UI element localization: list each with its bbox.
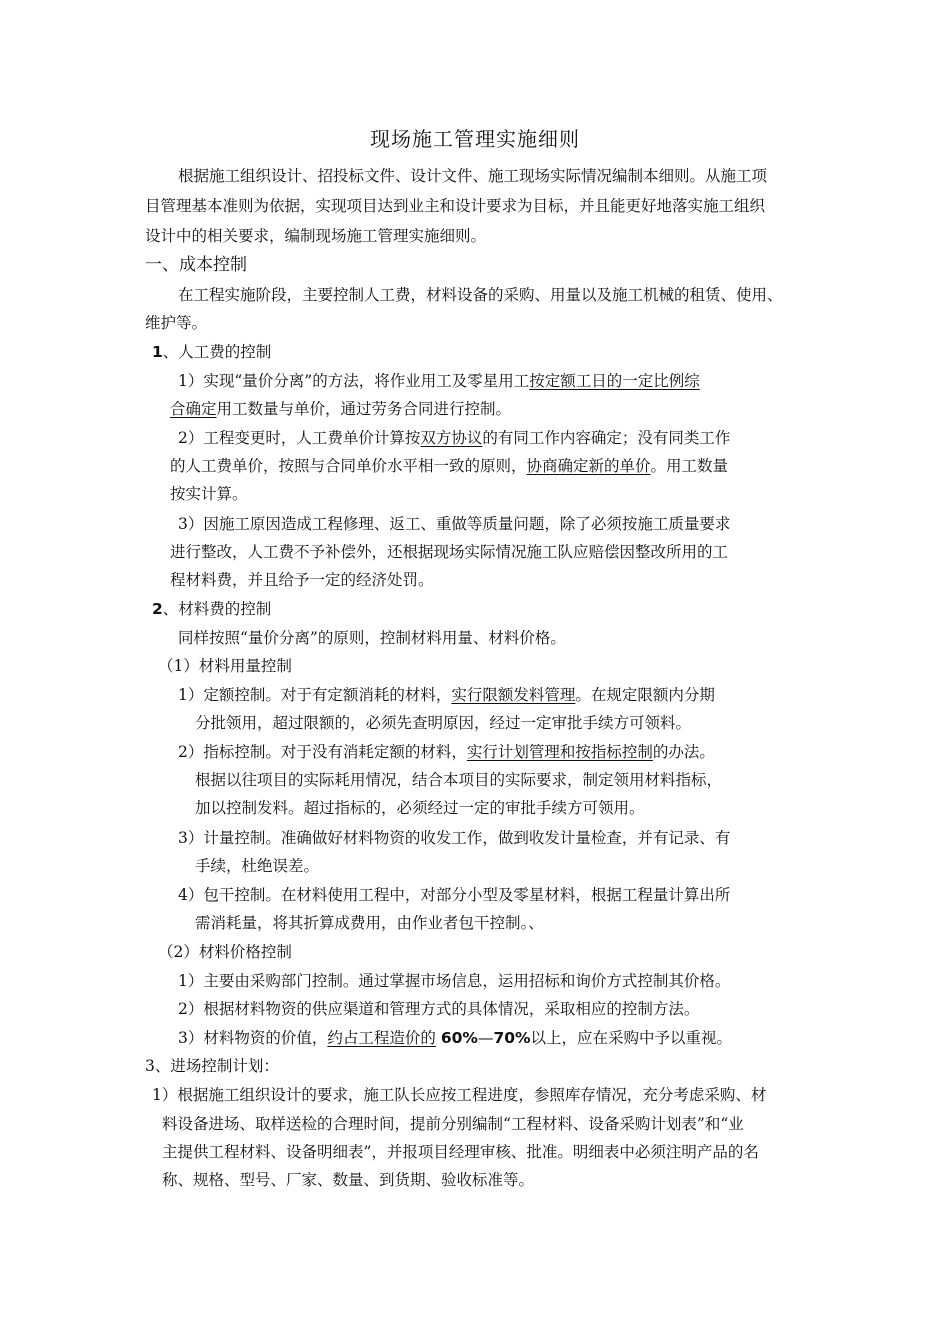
paragraph-line: 1）根据施工组织设计的要求，施工队长应按工程进度，参照库存情况，充分考虑采购、材 [152,1086,767,1104]
subsection-title: 、人工费的控制 [162,343,272,361]
paragraph-line: 3）因施工原因造成工程修理、返工、重做等质量问题，除了必须按施工质量要求 [178,515,731,533]
list-item-line: 手续，杜绝误差。 [195,857,320,875]
underlined-text: 实行限额发料管理 [451,686,576,704]
underlined-text: 实行计划管理和按指标控制 [466,743,653,761]
underlined-text: 合确定 [170,400,217,418]
paragraph-line: 称、规格、型号、厂家、数量、到货期、验收标准等。 [162,1171,535,1189]
list-item-line: 1）主要由采购部门控制。通过掌握市场信息，运用招标和询价方式控制其价格。 [178,972,731,990]
text-run: 的有同工作内容确定；没有同类工作 [482,429,731,447]
list-item-line [178,681,715,709]
text-run: 2）工程变更时，人工费单价计算按 [178,429,421,447]
underlined-text: 协商确定新的单价 [526,457,651,475]
bold-number: 60% [440,1029,478,1047]
text-run: 1）实现“量价分离”的方法，将作业用工及零星用工 [178,372,530,390]
group-heading: （2）材料价格控制 [158,943,292,961]
paragraph-line: 在工程实施阶段，主要控制人工费，材料设备的采购、用量以及施工机械的租赁、使用、 [178,286,783,304]
subsection-heading: 3、进场控制计划： [145,1057,279,1075]
text-run: 以上，应在采购中予以重视。 [530,1029,733,1047]
text-run: 2）指标控制。对于没有消耗定额的材料， [178,743,467,761]
list-item-line: 2）根据材料物资的供应渠道和管理方式的具体情况，采取相应的控制方法。 [178,1000,700,1018]
text-run: 。在规定限额内分期 [575,686,715,704]
underlined-text: 按定额工日的一定比例综 [529,372,700,390]
paragraph-line: 维护等。 [145,314,208,332]
subsection-title: 、材料费的控制 [162,600,272,618]
text-run: 的人工费单价，按照与合同单价水平相一致的原则， [170,457,527,475]
paragraph-line: 主提供工程材料、设备明细表”，并报项目经理审核、批准。明细表中必须注明产品的名 [162,1143,759,1161]
list-item-line: 根据以往项目的实际耗用情况，结合本项目的实际要求，制定领用材料指标， [195,771,723,789]
paragraph-line: 进行整改，人工费不予补偿外，还根据现场实际情况施工队应赔偿因整改所用的工 [170,543,729,561]
text-run: 1）定额控制。对于有定额消耗的材料， [178,686,452,704]
paragraph-line [178,367,700,395]
page-title: 现场施工管理实施细则 [370,127,580,151]
paragraph-line [170,452,728,480]
list-item-line [178,1024,732,1052]
subsection-heading [152,338,271,366]
list-item-line: 3）计量控制。准确做好材料物资的收发工作，做到收发计量检查，并有记录、有 [178,829,731,847]
intro-line: 设计中的相关要求，编制现场施工管理实施细则。 [145,227,487,245]
paragraph-line [170,395,511,423]
list-item-line: 分批领用，超过限额的，必须先查明原因，经过一定审批手续方可领料。 [195,714,692,732]
paragraph-line: 同样按照“量价分离”的原则，控制材料用量、材料价格。 [178,629,566,647]
subsection-number: 1 [152,343,163,361]
group-heading: （1）材料用量控制 [158,657,292,675]
bold-number: 70% [493,1029,531,1047]
section-heading: 一、成本控制 [145,255,247,275]
text-run: 的办法。 [652,743,715,761]
list-item-line: 需消耗量，将其折算成费用，由作业者包干控制。、 [195,914,544,932]
text-run: — [477,1029,494,1047]
text-run: 用工数量与单价，通过劳务合同进行控制。 [216,400,512,418]
list-item-line: 4）包干控制。在材料使用工程中，对部分小型及零星材料，根据工程量计算出所 [178,886,731,904]
subsection-heading [152,595,271,623]
paragraph-line [178,424,730,452]
intro-line: 根据施工组织设计、招投标文件、设计文件、施工现场实际情况编制本细则。从施工项 [178,167,768,185]
underlined-text: 双方协议 [420,429,483,447]
paragraph-line: 料设备进场、取样送检的合理时间，提前分别编制“工程材料、设备采购计划表”和“业 [162,1115,744,1133]
list-item-line: 加以控制发料。超过指标的，必须经过一定的审批手续方可领用。 [195,799,645,817]
text-run: 3）材料物资的价值， [178,1029,328,1047]
paragraph-line: 按实计算。 [170,485,248,503]
list-item-line [178,738,715,766]
intro-line: 目管理基本准则为依据，实现项目达到业主和设计要求为目标，并且能更好地落实施工组织 [145,197,766,215]
paragraph-line: 程材料费，并且给予一定的经济处罚。 [170,571,434,589]
subsection-number: 2 [152,600,163,618]
text-run: 。用工数量 [650,457,729,475]
underlined-text: 约占工程造价的 [327,1029,436,1047]
